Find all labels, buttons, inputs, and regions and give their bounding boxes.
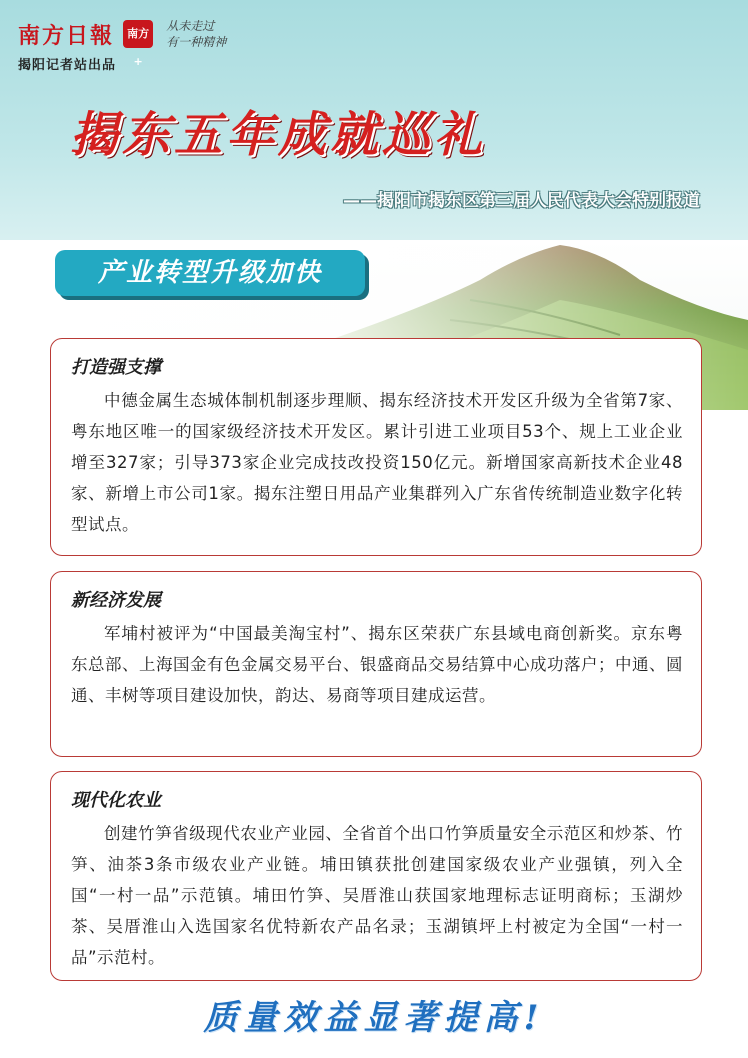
brand-block [18, 18, 246, 73]
header-banner [0, 0, 748, 240]
producer-credit: 揭阳记者站出品 [18, 58, 117, 73]
card-title: 现代化农业 [71, 790, 161, 811]
card-title: 打造强支撑 [71, 357, 161, 378]
newspaper-logo: 南方日報 [18, 22, 115, 49]
section-card-2 [50, 571, 702, 757]
page-title: 揭东五年成就巡礼 [70, 107, 487, 163]
section-heading: 产业转型升级加快 [55, 250, 365, 296]
card-title: 新经济发展 [71, 590, 161, 611]
brand-slogan [166, 18, 246, 50]
section-card-1 [50, 338, 702, 556]
footer-slogan: 质量效益显著提高! [203, 998, 545, 1038]
section-card-3 [50, 771, 702, 981]
slogan-line-2: 有一种精神 [166, 35, 227, 49]
card-body: 创建竹笋省级现代农业产业园、全省首个出口竹笋质量安全示范区和炒茶、竹笋、油茶3条市级农业产业链。埔田镇获批创建国家级农业产业强镇，列入全国“一村一品”示范镇。埔田竹笋、吴厝淮山获国家地理标志证明商标；玉湖炒茶、吴厝淮山入选国家名优特新农产品名录；玉湖镇坪上村被定为全国“一村一品”示范村。 [71, 824, 683, 967]
nanfang-plus-seal: 南方+ [123, 20, 153, 48]
slogan-line-1: 从未走过 [166, 19, 215, 33]
page-subtitle: ——揭阳市揭东区第三届人民代表大会特别报道 [343, 191, 700, 211]
card-body: 军埔村被评为“中国最美淘宝村”、揭东区荣获广东县域电商创新奖。京东粤东总部、上海国金有色金属交易平台、银盛商品交易结算中心成功落户；中通、圆通、丰树等项目建设加快，韵达、易商等项目建成运营。 [71, 624, 683, 705]
card-body: 中德金属生态城体制机制逐步理顺、揭东经济技术开发区升级为全省第7家、粤东地区唯一的国家级经济技术开发区。累计引进工业项目53个、规上工业企业增至327家；引导373家企业完成技改投资150亿元。新增国家高新技术企业48家、新增上市公司1家。揭东注塑日用品产业集群列入广东省传统制造业数字化转型试点。 [71, 391, 683, 534]
